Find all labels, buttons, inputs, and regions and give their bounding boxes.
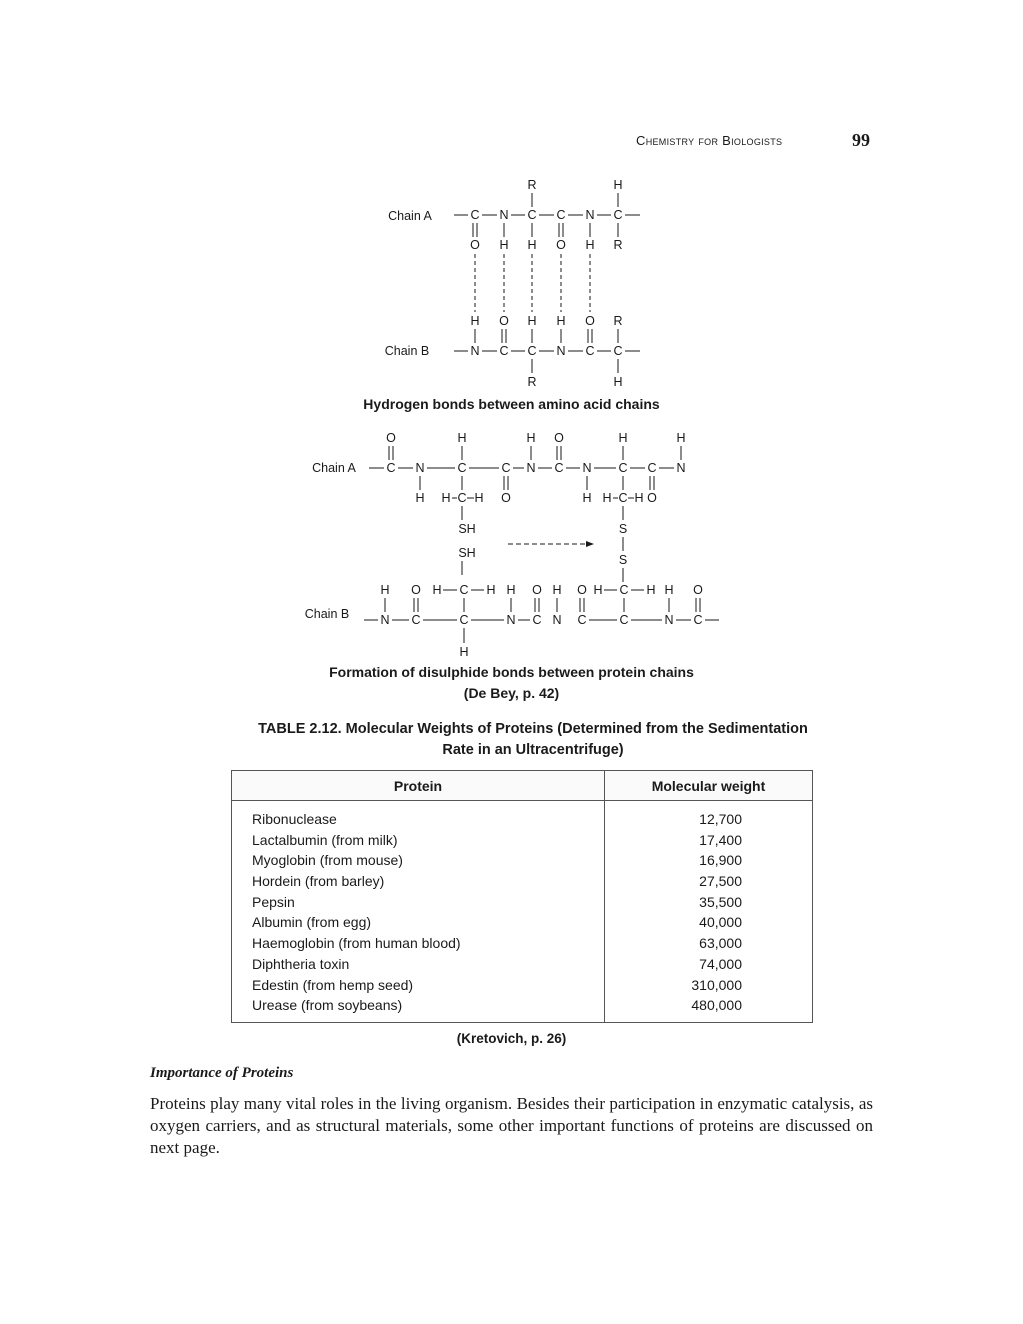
table-cell-weight: 12,700: [699, 811, 742, 827]
table-cell-weight: 74,000: [699, 955, 742, 972]
svg-text:H: H: [613, 375, 623, 389]
svg-text:H: H: [470, 314, 480, 328]
svg-text:C: C: [527, 344, 537, 358]
svg-text:N: N: [380, 613, 390, 627]
table-title: [230, 719, 836, 761]
svg-text:N: N: [506, 613, 516, 627]
svg-text:C: C: [613, 344, 623, 358]
svg-text:S: S: [618, 553, 628, 567]
molecular-weights: [605, 801, 812, 1022]
svg-text:H: H: [556, 314, 566, 328]
svg-text:C: C: [501, 461, 511, 475]
svg-text:H: H: [459, 645, 469, 659]
svg-text:H: H: [380, 583, 390, 597]
svg-text:O: O: [577, 583, 587, 597]
svg-text:H: H: [526, 431, 536, 445]
svg-text:N: N: [552, 613, 562, 627]
svg-text:C: C: [556, 208, 566, 222]
svg-text:H: H: [527, 238, 537, 252]
svg-text:C: C: [619, 613, 629, 627]
svg-text:H: H: [432, 583, 442, 597]
svg-text:C: C: [532, 613, 542, 627]
svg-text:H: H: [602, 491, 612, 505]
table-cell-protein: Myoglobin (from mouse): [252, 852, 403, 869]
table-cell-weight: 35,500: [699, 893, 742, 910]
svg-text:SH: SH: [458, 546, 476, 560]
table-cell-weight: 480,000: [691, 997, 742, 1014]
svg-text:C: C: [386, 461, 396, 475]
table-title-line1: TABLE 2.12. Molecular Weights of Proteins (Determined from the Sedimentation: [258, 721, 808, 737]
table-cell-weight: 27,500: [699, 873, 742, 890]
protein-names: [232, 801, 604, 1022]
svg-text:S: S: [618, 522, 628, 536]
svg-text:N: N: [582, 461, 592, 475]
svg-text:R: R: [613, 314, 623, 328]
svg-text:O: O: [411, 583, 421, 597]
svg-text:N: N: [676, 461, 686, 475]
svg-text:H: H: [552, 583, 562, 597]
chain-b-label: Chain B: [384, 344, 430, 358]
table-cell-protein: Pepsin: [252, 893, 295, 910]
table-cell-protein: Urease (from soybeans): [252, 997, 403, 1014]
svg-text:R: R: [527, 375, 537, 389]
running-header-title: Chemistry for Biologists: [636, 133, 783, 148]
svg-text:N: N: [499, 208, 509, 222]
table-cell-weight: 17,400: [699, 831, 742, 848]
table-cell-weight: 310,000: [691, 976, 742, 993]
svg-text:C: C: [457, 491, 467, 505]
svg-text:N: N: [556, 344, 566, 358]
svg-text:SH: SH: [458, 522, 476, 536]
svg-text:H: H: [613, 178, 623, 192]
table-cell-protein: Albumin (from egg): [252, 914, 372, 931]
svg-text:O: O: [532, 583, 542, 597]
figure2-source: (De Bey, p. 42): [463, 685, 560, 701]
table-cell-protein: Lactalbumin (from milk): [252, 831, 398, 848]
table-source: (Kretovich, p. 26): [456, 1031, 567, 1046]
svg-text:H: H: [634, 491, 644, 505]
svg-text:H: H: [593, 583, 603, 597]
svg-text:H: H: [646, 583, 656, 597]
svg-text:H: H: [582, 491, 592, 505]
svg-text:O: O: [585, 314, 595, 328]
svg-text:C: C: [647, 461, 657, 475]
svg-text:H: H: [474, 491, 484, 505]
svg-text:H: H: [618, 431, 628, 445]
svg-text:H: H: [664, 583, 674, 597]
svg-text:O: O: [386, 431, 396, 445]
svg-text:C: C: [585, 344, 595, 358]
svg-text:N: N: [470, 344, 480, 358]
svg-text:C: C: [554, 461, 564, 475]
svg-text:C: C: [693, 613, 703, 627]
section-heading: Importance of Proteins: [150, 1065, 294, 1081]
table-cell-protein: Ribonuclease: [252, 811, 337, 827]
chain-a-label-2: Chain A: [312, 461, 356, 475]
svg-text:C: C: [619, 583, 629, 597]
svg-text:C: C: [613, 208, 623, 222]
svg-text:H: H: [441, 491, 451, 505]
svg-text:N: N: [526, 461, 536, 475]
svg-text:H: H: [457, 431, 467, 445]
table-title-line2: Rate in an Ultracentrifuge): [442, 742, 624, 758]
svg-text:C: C: [459, 583, 469, 597]
svg-text:C: C: [470, 208, 480, 222]
table-cell-protein: Hordein (from barley): [252, 873, 385, 890]
svg-text:C: C: [459, 613, 469, 627]
table-cell-weight: 40,000: [699, 914, 742, 931]
chain-b-label-2: Chain B: [304, 607, 350, 621]
svg-text:O: O: [470, 238, 480, 252]
svg-text:C: C: [499, 344, 509, 358]
body-paragraph: Proteins play many vital roles in the living organism. Besides their participation in enzymatic catalysis, as oxygen carriers, and as structural materials, some other important functions of proteins are discussed on next page.: [150, 1094, 873, 1157]
svg-text:O: O: [556, 238, 566, 252]
svg-text:C: C: [411, 613, 421, 627]
svg-text:H: H: [527, 314, 537, 328]
column-header-protein: Protein: [232, 771, 605, 801]
svg-text:O: O: [647, 491, 657, 505]
table-cell-protein: Diphtheria toxin: [252, 955, 350, 972]
svg-text:H: H: [676, 431, 686, 445]
svg-text:C: C: [527, 208, 537, 222]
svg-text:H: H: [506, 583, 516, 597]
svg-text:H: H: [499, 238, 509, 252]
table-cell-protein: Haemoglobin (from human blood): [252, 935, 461, 952]
svg-text:C: C: [618, 461, 628, 475]
table-cell-protein: Edestin (from hemp seed): [252, 976, 414, 993]
svg-text:N: N: [415, 461, 425, 475]
svg-text:H: H: [486, 583, 496, 597]
svg-text:O: O: [554, 431, 564, 445]
table-cell-weight: 63,000: [699, 935, 742, 952]
svg-text:R: R: [527, 178, 537, 192]
svg-text:R: R: [613, 238, 623, 252]
column-header-weight: Molecular weight: [605, 771, 813, 801]
protein-weights-table: [231, 770, 813, 1023]
svg-text:N: N: [664, 613, 674, 627]
svg-text:O: O: [693, 583, 703, 597]
svg-text:O: O: [501, 491, 511, 505]
svg-text:H: H: [585, 238, 595, 252]
svg-text:H: H: [415, 491, 425, 505]
figure2-caption: Formation of disulphide bonds between protein chains: [329, 664, 694, 680]
svg-text:C: C: [577, 613, 587, 627]
chain-a-label: Chain A: [388, 209, 432, 223]
table-cell-weight: 16,900: [699, 852, 742, 869]
figure1-caption: Hydrogen bonds between amino acid chains: [363, 396, 660, 412]
svg-text:C: C: [618, 491, 628, 505]
page-number: 99: [852, 130, 870, 150]
svg-text:C: C: [457, 461, 467, 475]
svg-text:N: N: [585, 208, 595, 222]
svg-text:O: O: [499, 314, 509, 328]
